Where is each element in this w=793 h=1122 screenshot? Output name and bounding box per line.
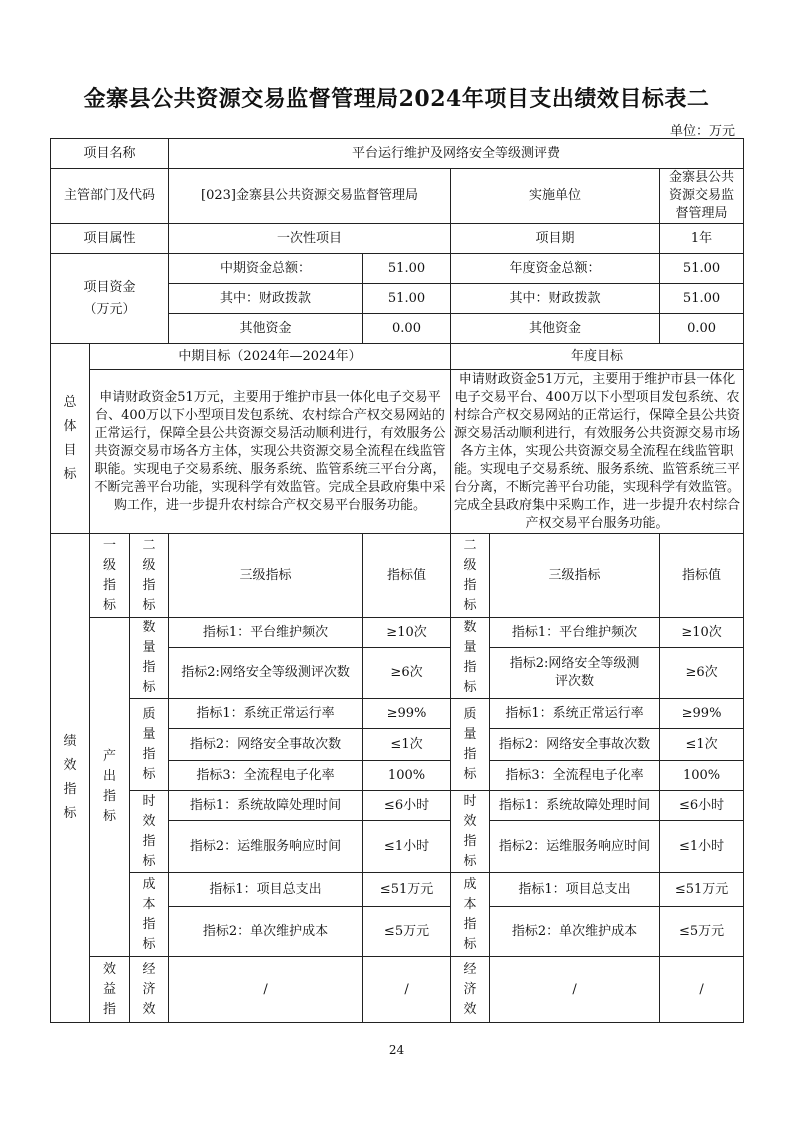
row-cost-1: [51, 873, 744, 907]
row-quality-1: [51, 699, 744, 729]
row-timeliness-1: [51, 791, 744, 821]
mid-other-value: 0.00: [363, 314, 451, 344]
mid-goal-text: 申请财政资金51万元，主要用于维护市县一体化电子交易平台、400万以下小型项目发包系统、农村综合产权交易网站的正常运行，保障全县公共资源交易活动顺利进行，有效服务公共资源交易市场各方主体，实现公共资源交易全流程在线监管职能。实现电子交易系统、服务系统、监管系统三平台分离，不断完善平台功能，实现科学有效监管。完成全县政府集中采购工作，进一步提升农村综合产权交易平台服务功能。: [90, 370, 451, 534]
t2-name-right: 指标2：运维服务响应时间: [490, 821, 660, 873]
cost-right-cell: [451, 873, 490, 957]
year-total-label: 年度资金总额：: [451, 254, 660, 284]
row-funds-total: [51, 254, 744, 284]
row-goals-text: [51, 370, 744, 534]
period-value: 1年: [660, 224, 744, 254]
mid-other-label: 其他资金: [169, 314, 363, 344]
performance-table: [50, 138, 744, 1023]
ql1-value-right: ≥99%: [660, 699, 744, 729]
year-fiscal-value: 51.00: [660, 284, 744, 314]
year-fiscal-label: 其中：财政拨款: [451, 284, 660, 314]
q1-name-right: 指标1：平台维护频次: [490, 618, 660, 648]
h-l2-cell: [130, 534, 169, 618]
funds-label: 项目资金（万元）: [51, 254, 169, 344]
q2-name-right: 指标2:网络安全等级测评次数: [490, 648, 660, 699]
row-attribute: [51, 224, 744, 254]
mid-goal-header: 中期目标（2024年—2024年）: [90, 344, 451, 370]
mid-fiscal-label: 其中：财政拨款: [169, 284, 363, 314]
t1-value-right: ≤6小时: [660, 791, 744, 821]
q1-name: 指标1：平台维护频次: [169, 618, 363, 648]
timeliness-right-cell: [451, 791, 490, 873]
page-number: 24: [388, 1043, 405, 1057]
benefit-label: 效益指: [102, 961, 116, 1017]
quantity-label: 数量指标: [142, 620, 156, 695]
t1-name: 指标1：系统故障处理时间: [169, 791, 363, 821]
t1-name-right: 指标1：系统故障处理时间: [490, 791, 660, 821]
c1-name-right: 指标1：项目总支出: [490, 873, 660, 907]
dept-label: 主管部门及代码: [51, 169, 169, 224]
c2-value-right: ≤5万元: [660, 907, 744, 957]
mid-fiscal-value: 51.00: [363, 284, 451, 314]
t2-value: ≤1小时: [363, 821, 451, 873]
ql3-value: 100%: [363, 761, 451, 791]
header-level3-right: 三级指标: [490, 534, 660, 618]
ql1-name-right: 指标1：系统正常运行率: [490, 699, 660, 729]
quality-label-right: 质量指标: [463, 706, 477, 782]
goals-label-cell: [51, 344, 90, 534]
impl-value: 金寨县公共资源交易监督管理局: [660, 169, 744, 224]
unit-label: 单位：万元: [669, 124, 735, 139]
row-goals-header: [51, 344, 744, 370]
row-project-name: [51, 139, 744, 169]
c2-name-right: 指标2：单次维护成本: [490, 907, 660, 957]
ql2-value-right: ≤1次: [660, 729, 744, 761]
header-level1: 一级指标: [102, 537, 116, 613]
ql2-name-right: 指标2：网络安全事故次数: [490, 729, 660, 761]
quality-cell: [130, 699, 169, 791]
output-cell: [90, 618, 130, 957]
mid-total-label: 中期资金总额：: [169, 254, 363, 284]
timeliness-label-right: 时效指标: [463, 793, 477, 869]
period-label: 项目期: [451, 224, 660, 254]
impl-label: 实施单位: [451, 169, 660, 224]
perf-label: 绩效指标: [63, 734, 77, 821]
benefit-cell: [90, 957, 130, 1023]
q2-name: 指标2:网络安全等级测评次数: [169, 648, 363, 699]
header-value: 指标值: [363, 534, 451, 618]
economic-right-cell: [451, 957, 490, 1023]
row-quantity-1: [51, 618, 744, 648]
row-perf-header: [51, 534, 744, 618]
e1-name-right: /: [490, 957, 660, 1023]
quantity-right-cell: [451, 618, 490, 699]
q1-value-right: ≥10次: [660, 618, 744, 648]
quantity-cell: [130, 618, 169, 699]
c2-name: 指标2：单次维护成本: [169, 907, 363, 957]
economic-label: 经济效: [142, 961, 156, 1017]
header-level2: 二级指标: [142, 537, 156, 613]
c1-name: 指标1：项目总支出: [169, 873, 363, 907]
e1-value: /: [363, 957, 451, 1023]
quality-right-cell: [451, 699, 490, 791]
e1-value-right: /: [660, 957, 744, 1023]
q1-value: ≥10次: [363, 618, 451, 648]
cost-label: 成本指标: [142, 876, 156, 952]
header-level3: 三级指标: [169, 534, 363, 618]
timeliness-cell: [130, 791, 169, 873]
ql1-value: ≥99%: [363, 699, 451, 729]
ql2-value: ≤1次: [363, 729, 451, 761]
project-name-value: 平台运行维护及网络安全等级测评费: [169, 139, 744, 169]
row-department: [51, 169, 744, 224]
q2-value-right: ≥6次: [660, 648, 744, 699]
t2-value-right: ≤1小时: [660, 821, 744, 873]
year-other-value: 0.00: [660, 314, 744, 344]
year-goal-text: 申请财政资金51万元，主要用于维护市县一体化电子交易平台、400万以下小型项目发包系统、农村综合产权交易网站的正常运行，保障全县公共资源交易活动顺利进行，有效服务公共资源交易市场各方主体，实现公共资源交易全流程在线监管职能。实现电子交易系统、服务系统、监管系统三平台分离，不断完善平台功能，实现科学有效监管。完成全县政府集中采购工作，进一步提升农村综合产权交易平台服务功能。: [451, 370, 744, 534]
cost-cell: [130, 873, 169, 957]
ql3-value-right: 100%: [660, 761, 744, 791]
year-total-value: 51.00: [660, 254, 744, 284]
header-value-right: 指标值: [660, 534, 744, 618]
year-goal-header: 年度目标: [451, 344, 744, 370]
c1-value: ≤51万元: [363, 873, 451, 907]
timeliness-label: 时效指标: [142, 793, 156, 869]
quantity-label-right: 数量指标: [463, 620, 477, 695]
cost-label-right: 成本指标: [463, 876, 477, 952]
h-l1-cell: [90, 534, 130, 618]
dept-value: [023]金寨县公共资源交易监督管理局: [169, 169, 451, 224]
c2-value: ≤5万元: [363, 907, 451, 957]
economic-cell: [130, 957, 169, 1023]
header-level2-right: 二级指标: [463, 537, 477, 613]
h-l2-right-cell: [451, 534, 490, 618]
goals-label: 总体目标: [63, 394, 77, 482]
mid-total-value: 51.00: [363, 254, 451, 284]
attr-value: 一次性项目: [169, 224, 451, 254]
attr-label: 项目属性: [51, 224, 169, 254]
c1-value-right: ≤51万元: [660, 873, 744, 907]
t2-name: 指标2：运维服务响应时间: [169, 821, 363, 873]
ql3-name: 指标3：全流程电子化率: [169, 761, 363, 791]
quality-label: 质量指标: [142, 706, 156, 782]
ql1-name: 指标1：系统正常运行率: [169, 699, 363, 729]
page-title: 金寨县公共资源交易监督管理局2024年项目支出绩效目标表二: [83, 86, 710, 112]
row-benefit-economic: [51, 957, 744, 1023]
year-other-label: 其他资金: [451, 314, 660, 344]
ql3-name-right: 指标3：全流程电子化率: [490, 761, 660, 791]
t1-value: ≤6小时: [363, 791, 451, 821]
output-label: 产出指标: [102, 749, 116, 824]
economic-label-right: 经济效: [463, 961, 477, 1017]
q2-value: ≥6次: [363, 648, 451, 699]
project-name-label: 项目名称: [51, 139, 169, 169]
ql2-name: 指标2：网络安全事故次数: [169, 729, 363, 761]
e1-name: /: [169, 957, 363, 1023]
perf-label-cell: [51, 534, 90, 1023]
